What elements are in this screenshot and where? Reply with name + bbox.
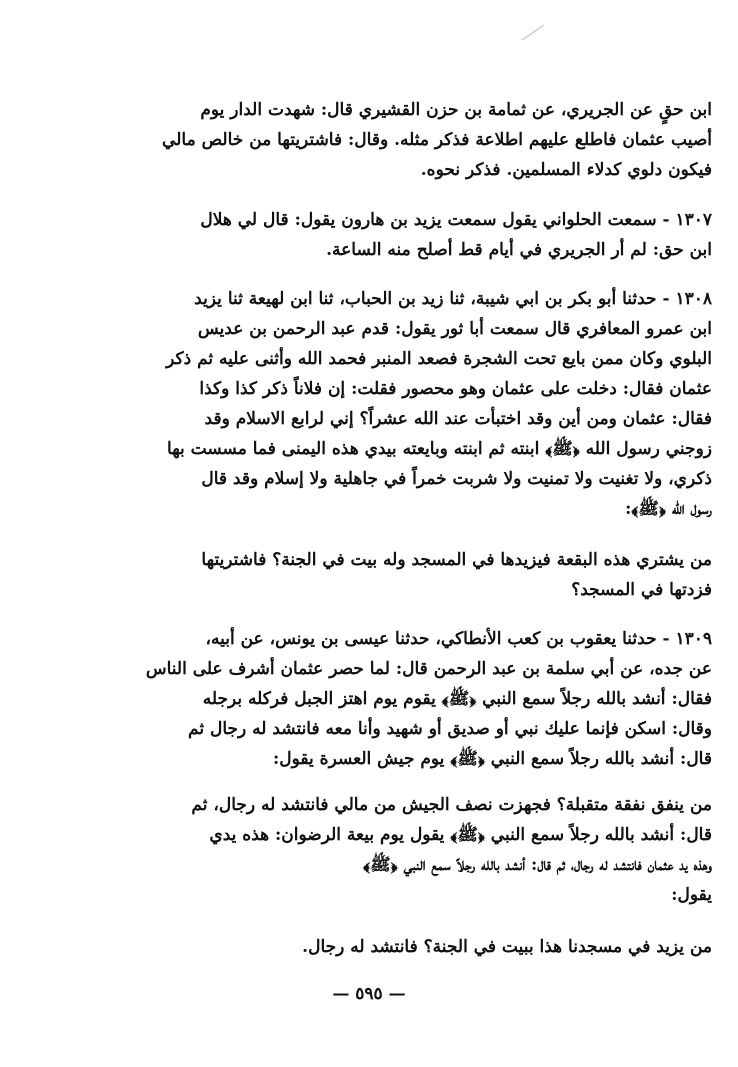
text-line: من يزيد في مسجدنا هذا ببيت في الجنة؟ فانتشد له رجال. bbox=[302, 937, 712, 957]
text-line: فقال: عثمان ومن أين وقد اختبأت عند الله عشراً؟ إني لرابع الاسلام وقد bbox=[204, 409, 712, 429]
page-number: — ٥٩٥ — bbox=[332, 984, 406, 1004]
text-line: زوجني رسول الله ﴿ﷺ﴾ ابنته ثم ابنته وبايعته بيدي هذه اليمنى فما مسست بها bbox=[167, 439, 712, 459]
quote-paragraph bbox=[96, 932, 712, 962]
text-line: ابن حقٍ عن الجريري، عن ثمامة بن حزن القشيري قال: شهدت الدار يوم bbox=[200, 100, 712, 120]
text-line: ١٣٠٩ - حدثنا يعقوب بن كعب الأنطاكي، حدثنا عيسى بن يونس، عن أبيه، bbox=[205, 629, 712, 649]
text-line: ابن حق: لم أر الجريري في أيام قط أصلح منه الساعة. bbox=[326, 240, 712, 260]
text-line: قال: أنشد بالله رجلاً سمع النبي ﴿ﷺ﴾ يقول يوم بيعة الرضوان: هذه يدي bbox=[209, 825, 712, 845]
text-line: ١٣٠٨ - حدثنا أبو بكر بن ابي شيبة، ثنا زيد بن الحباب، ثنا ابن لهيعة ثنا يزيد bbox=[194, 289, 712, 309]
text-line: قال: أنشد بالله رجلاً سمع النبي ﴿ﷺ﴾ يوم جيش العسرة يقول: bbox=[273, 749, 712, 769]
text-line: ذكري، ولا تغنيت ولا تمنيت ولا شربت خمراً في جاهلية ولا إسلام وقد قال bbox=[201, 469, 712, 489]
text-line: فزدتها في المسجد؟ bbox=[571, 580, 712, 600]
hadith-1307 bbox=[96, 205, 712, 265]
text-line: يقول: bbox=[671, 885, 712, 905]
text-line: وقال: اسكن فإنما عليك نبي أو صديق أو شهيد وأنا معه فانتشد له رجال ثم bbox=[188, 719, 712, 739]
text-line: من يشتري هذه البقعة فيزيدها في المسجد وله بيت في الجنة؟ فاشتريتها bbox=[201, 550, 712, 570]
scan-mark bbox=[522, 25, 544, 41]
text-line: ١٣٠٧ - سمعت الحلواني يقول سمعت يزيد بن هارون يقول: قال لي هلال bbox=[200, 210, 712, 230]
text-line: البلوي وكان ممن بايع تحت الشجرة فصعد المنبر فحمد الله وأثنى عليه ثم ذكر bbox=[166, 349, 712, 369]
hadith-1308 bbox=[96, 284, 712, 524]
quote-paragraph bbox=[96, 790, 712, 910]
paragraph-continuation bbox=[96, 95, 712, 185]
text-line: ابن عمرو المعافري قال سمعت أبا ثور يقول: قدم عبد الرحمن بن عديس bbox=[197, 319, 712, 339]
text-line: رسول الله ﴿ﷺ﴾: bbox=[625, 499, 712, 519]
text-line: فقال: أنشد بالله رجلاً سمع النبي ﴿ﷺ﴾ يقوم يوم اهتز الجبل فركله برجله bbox=[202, 689, 712, 709]
text-line: وهذه يد عثمان فانتشد له رجال، ثم قال: أنشد بالله رجلاً سمع النبي ﴿ﷺ﴾ bbox=[363, 855, 712, 875]
text-line: أصيب عثمان فاطلع عليهم اطلاعة فذكر مثله. وقال: فاشتريتها من خالص مالي bbox=[162, 130, 712, 150]
text-line: عن جده، عن أبي سلمة بن عبد الرحمن قال: لما حصر عثمان أشرف على الناس bbox=[145, 659, 712, 679]
text-line: فيكون دلوي كدلاء المسلمين. فذكر نحوه. bbox=[420, 160, 712, 180]
text-line: من ينفق نفقة متقبلة؟ فجهزت نصف الجيش من مالي فانتشد له رجال، ثم bbox=[191, 795, 712, 815]
quote-paragraph bbox=[96, 545, 712, 605]
text-line: عثمان فقال: دخلت على عثمان وهو محصور فقلت: إن فلاناً ذكر كذا وكذا bbox=[199, 379, 712, 399]
hadith-1309 bbox=[96, 624, 712, 774]
